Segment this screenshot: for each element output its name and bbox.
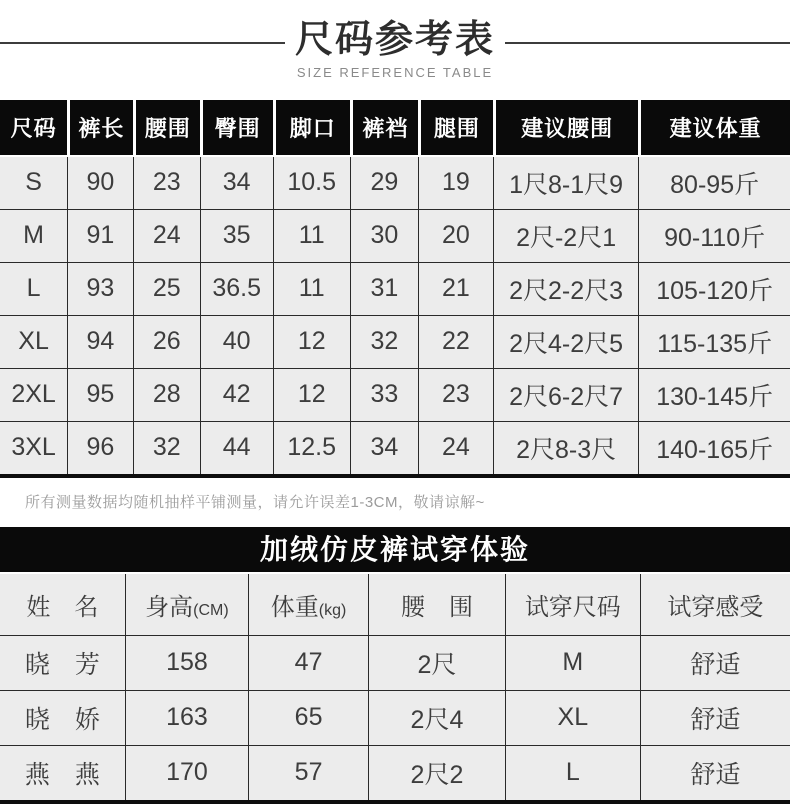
cell: 10.5 bbox=[273, 157, 350, 209]
table-row-s bbox=[0, 157, 790, 209]
cell: 23 bbox=[133, 157, 200, 209]
cell: 96 bbox=[67, 421, 133, 474]
size-table-header-row bbox=[0, 100, 790, 157]
cell: L bbox=[0, 262, 67, 315]
col-pant-length: 裤长 bbox=[67, 100, 133, 157]
tryon-row-2 bbox=[0, 690, 790, 745]
cell: 燕 燕 bbox=[0, 745, 125, 800]
col-height-unit: (CM) bbox=[193, 601, 229, 619]
page-subtitle: SIZE REFERENCE TABLE bbox=[296, 64, 494, 80]
col-waist-label: 腰 围 bbox=[400, 593, 473, 621]
cell: 90 bbox=[67, 157, 133, 209]
cell: 163 bbox=[125, 690, 248, 745]
cell: S bbox=[0, 157, 67, 209]
cell: 2XL bbox=[0, 368, 67, 421]
cell: M bbox=[505, 636, 640, 690]
cell: 20 bbox=[418, 209, 493, 262]
cell: 94 bbox=[67, 315, 133, 368]
cell: 34 bbox=[350, 421, 418, 474]
table-row-xl bbox=[0, 315, 790, 368]
cell: 130-145斤 bbox=[638, 368, 790, 421]
col-weight-unit: (kg) bbox=[318, 601, 347, 619]
cell: 26 bbox=[133, 315, 200, 368]
cell: 2尺-2尺1 bbox=[493, 209, 638, 262]
cell: 28 bbox=[133, 368, 200, 421]
tryon-banner-title: 加绒仿皮裤试穿体验 bbox=[0, 527, 790, 572]
col-hip: 臀围 bbox=[200, 100, 273, 157]
cell: 2尺6-2尺7 bbox=[493, 368, 638, 421]
table-row-l bbox=[0, 262, 790, 315]
cell: M bbox=[0, 209, 67, 262]
col-tryon-size-label: 试穿尺码 bbox=[524, 593, 621, 621]
cell: 24 bbox=[418, 421, 493, 474]
cell: 2尺4-2尺5 bbox=[493, 315, 638, 368]
cell: 30 bbox=[350, 209, 418, 262]
col-crotch: 裤裆 bbox=[350, 100, 418, 157]
col-size: 尺码 bbox=[0, 100, 67, 157]
cell: 24 bbox=[133, 209, 200, 262]
col-name-label: 姓 名 bbox=[26, 593, 99, 621]
cell: 95 bbox=[67, 368, 133, 421]
cell: 2尺2-2尺3 bbox=[493, 262, 638, 315]
cell: 2尺2 bbox=[368, 745, 505, 800]
cell: 31 bbox=[350, 262, 418, 315]
col-weight bbox=[248, 574, 368, 636]
cell: 90-110斤 bbox=[638, 209, 790, 262]
col-suggested-weight: 建议体重 bbox=[638, 100, 790, 157]
cell: 32 bbox=[350, 315, 418, 368]
title-block bbox=[285, 20, 505, 80]
cell: 舒适 bbox=[640, 745, 790, 800]
col-height-label: 身高 bbox=[145, 593, 194, 621]
cell: 1尺8-1尺9 bbox=[493, 157, 638, 209]
col-weight-label: 体重 bbox=[270, 593, 319, 621]
page-title: 尺码参考表 bbox=[295, 19, 496, 61]
table-row-2xl bbox=[0, 368, 790, 421]
cell: 170 bbox=[125, 745, 248, 800]
cell: 34 bbox=[200, 157, 273, 209]
col-tryon-feel bbox=[640, 574, 790, 636]
cell: XL bbox=[505, 690, 640, 745]
cell: L bbox=[505, 745, 640, 800]
table-row-3xl bbox=[0, 421, 790, 474]
cell: 42 bbox=[200, 368, 273, 421]
cell: 47 bbox=[248, 636, 368, 690]
cell: 23 bbox=[418, 368, 493, 421]
cell: 35 bbox=[200, 209, 273, 262]
table-row-m bbox=[0, 209, 790, 262]
col-thigh: 腿围 bbox=[418, 100, 493, 157]
cell: 22 bbox=[418, 315, 493, 368]
cell: 158 bbox=[125, 636, 248, 690]
cell: 40 bbox=[200, 315, 273, 368]
cell: 12.5 bbox=[273, 421, 350, 474]
cell: 80-95斤 bbox=[638, 157, 790, 209]
cell: 93 bbox=[67, 262, 133, 315]
cell: XL bbox=[0, 315, 67, 368]
cell: 65 bbox=[248, 690, 368, 745]
col-tryon-feel-label: 试穿感受 bbox=[667, 593, 764, 621]
cell: 115-135斤 bbox=[638, 315, 790, 368]
col-waist: 腰围 bbox=[133, 100, 200, 157]
cell: 3XL bbox=[0, 421, 67, 474]
cell: 舒适 bbox=[640, 636, 790, 690]
cell: 25 bbox=[133, 262, 200, 315]
title-divider-right bbox=[505, 42, 790, 44]
cell: 44 bbox=[200, 421, 273, 474]
col-waist bbox=[368, 574, 505, 636]
size-reference-header bbox=[0, 0, 790, 80]
cell: 140-165斤 bbox=[638, 421, 790, 474]
col-leg-opening: 脚口 bbox=[273, 100, 350, 157]
cell: 19 bbox=[418, 157, 493, 209]
cell: 2尺4 bbox=[368, 690, 505, 745]
col-suggested-waist: 建议腰围 bbox=[493, 100, 638, 157]
cell: 21 bbox=[418, 262, 493, 315]
cell: 105-120斤 bbox=[638, 262, 790, 315]
tryon-row-1 bbox=[0, 636, 790, 690]
cell: 33 bbox=[350, 368, 418, 421]
cell: 36.5 bbox=[200, 262, 273, 315]
col-height bbox=[125, 574, 248, 636]
cell: 2尺 bbox=[368, 636, 505, 690]
cell: 11 bbox=[273, 209, 350, 262]
title-divider-left bbox=[0, 42, 285, 44]
cell: 57 bbox=[248, 745, 368, 800]
cell: 12 bbox=[273, 315, 350, 368]
size-reference-table bbox=[0, 100, 790, 478]
cell: 舒适 bbox=[640, 690, 790, 745]
cell: 32 bbox=[133, 421, 200, 474]
cell: 晓 芳 bbox=[0, 636, 125, 690]
col-tryon-size bbox=[505, 574, 640, 636]
tryon-header-row bbox=[0, 574, 790, 636]
col-name bbox=[0, 574, 125, 636]
cell: 12 bbox=[273, 368, 350, 421]
cell: 晓 娇 bbox=[0, 690, 125, 745]
tryon-table bbox=[0, 574, 790, 804]
cell: 2尺8-3尺 bbox=[493, 421, 638, 474]
cell: 11 bbox=[273, 262, 350, 315]
measurement-note: 所有测量数据均随机抽样平铺测量，请允许误差1-3CM，敬请谅解~ bbox=[25, 493, 485, 511]
tryon-row-3 bbox=[0, 745, 790, 800]
cell: 29 bbox=[350, 157, 418, 209]
cell: 91 bbox=[67, 209, 133, 262]
